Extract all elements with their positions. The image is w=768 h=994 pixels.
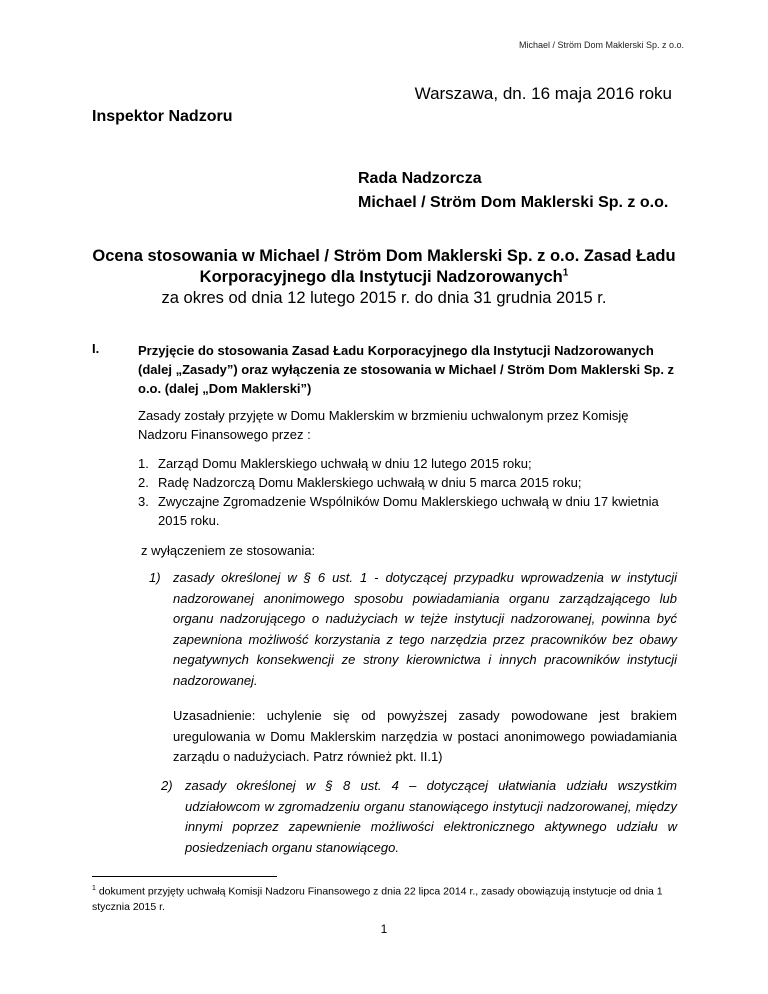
list-item-text: Radę Nadzorczą Domu Maklerskiego uchwałą w dniu 5 marca 2015 roku; — [158, 475, 582, 490]
footnote-text: dokument przyjęty uchwałą Komisji Nadzoru Finansowego z dnia 22 lipca 2014 r., zasady obowiązują instytucje od dnia 1 stycznia 2015 r. — [92, 885, 663, 913]
exclusion-text: zasady określonej w § 6 ust. 1 - dotyczącej przypadku wprowadzenia w instytucji nadzorowanej anonimowego sposobu powiadamiania organu zarządzającego lub organu nadzorującego o nadużyciach w tejże instytucji nadzorowanej, powinna być zapewniona możliwość korzystania z tego narzędzia przez pracowników bez obawy negatywnych konsekwencji ze strony kierownictwa i innych pracowników instytucji nadzorowanej. — [173, 570, 677, 688]
exclusion-item-2 — [161, 776, 677, 858]
list-item-text: Zwyczajne Zgromadzenie Wspólników Domu Maklerskiego uchwałą w dniu 17 kwietnia 2015 roku. — [158, 494, 659, 528]
footnote-number: 1 — [92, 885, 96, 892]
adoption-intro: Zasady zostały przyjęte w Domu Maklerskim w brzmieniu uchwalonym przez Komisję Nadzoru Finansowego przez : — [138, 408, 629, 442]
exclusions-intro: z wyłączeniem ze stosowania: — [141, 543, 316, 558]
list-item — [138, 473, 676, 492]
list-item-number: 1. — [138, 456, 149, 471]
footnote — [92, 881, 676, 915]
title-main: Ocena stosowania w Michael / Ström Dom Maklerski Sp. z o.o. Zasad Ładu Korporacyjnego dla Instytucji Nadzorowanych — [92, 247, 676, 286]
exclusion-justification: Uzasadnienie: uchylenie się od powyższej zasady powodowane jest brakiem uregulowania w Domu Maklerskim narzędzia w postaci anonimowego powiadamiania zarządu o nadużyciach. Patrz również pkt. II.1) — [173, 708, 677, 764]
exclusion-item-1 — [149, 568, 677, 691]
section-heading: Przyjęcie do stosowania Zasad Ładu Korporacyjnego dla Instytucji Nadzorowanych (dalej „Zasady”) oraz wyłączenia ze stosowania w Michael / Ström Dom Maklerski Sp. z o.o. (dalej „Dom Maklerski”) — [138, 343, 675, 396]
exclusion-number: 2) — [161, 778, 173, 793]
section-number: I. — [92, 341, 100, 356]
document-title — [60, 246, 708, 309]
page-number: 1 — [380, 922, 388, 936]
adoption-list — [138, 454, 676, 530]
running-header: Michael / Ström Dom Maklerski Sp. z o.o. — [518, 40, 684, 50]
list-item-text: Zarząd Domu Maklerskiego uchwałą w dniu 12 lutego 2015 roku; — [158, 456, 532, 471]
recipient-line-2: Michael / Ström Dom Maklerski Sp. z o.o. — [358, 194, 669, 211]
list-item-number: 2. — [138, 475, 149, 490]
exclusion-text: zasady określonej w § 8 ust. 4 – dotyczącej ułatwiania udziału wszystkim udziałowcom w zgromadzeniu organu stanowiącego instytucji nadzorowanej, między innymi poprzez zapewnienie możliwości elektronicznego aktywnego udziału w posiedzeniach organu stanowiącego. — [185, 778, 677, 855]
title-period: za okres od dnia 12 lutego 2015 r. do dnia 31 grudnia 2015 r. — [161, 289, 607, 307]
footnote-separator — [92, 876, 277, 877]
date-line: Warszawa, dn. 16 maja 2016 roku — [414, 84, 672, 103]
list-item — [138, 492, 676, 530]
list-item-number: 3. — [138, 494, 149, 509]
exclusion-number: 1) — [149, 570, 161, 585]
recipient-line-1: Rada Nadzorcza — [358, 170, 482, 187]
sender: Inspektor Nadzoru — [92, 108, 233, 125]
title-footnote-ref[interactable]: 1 — [562, 267, 569, 279]
list-item — [138, 454, 676, 473]
